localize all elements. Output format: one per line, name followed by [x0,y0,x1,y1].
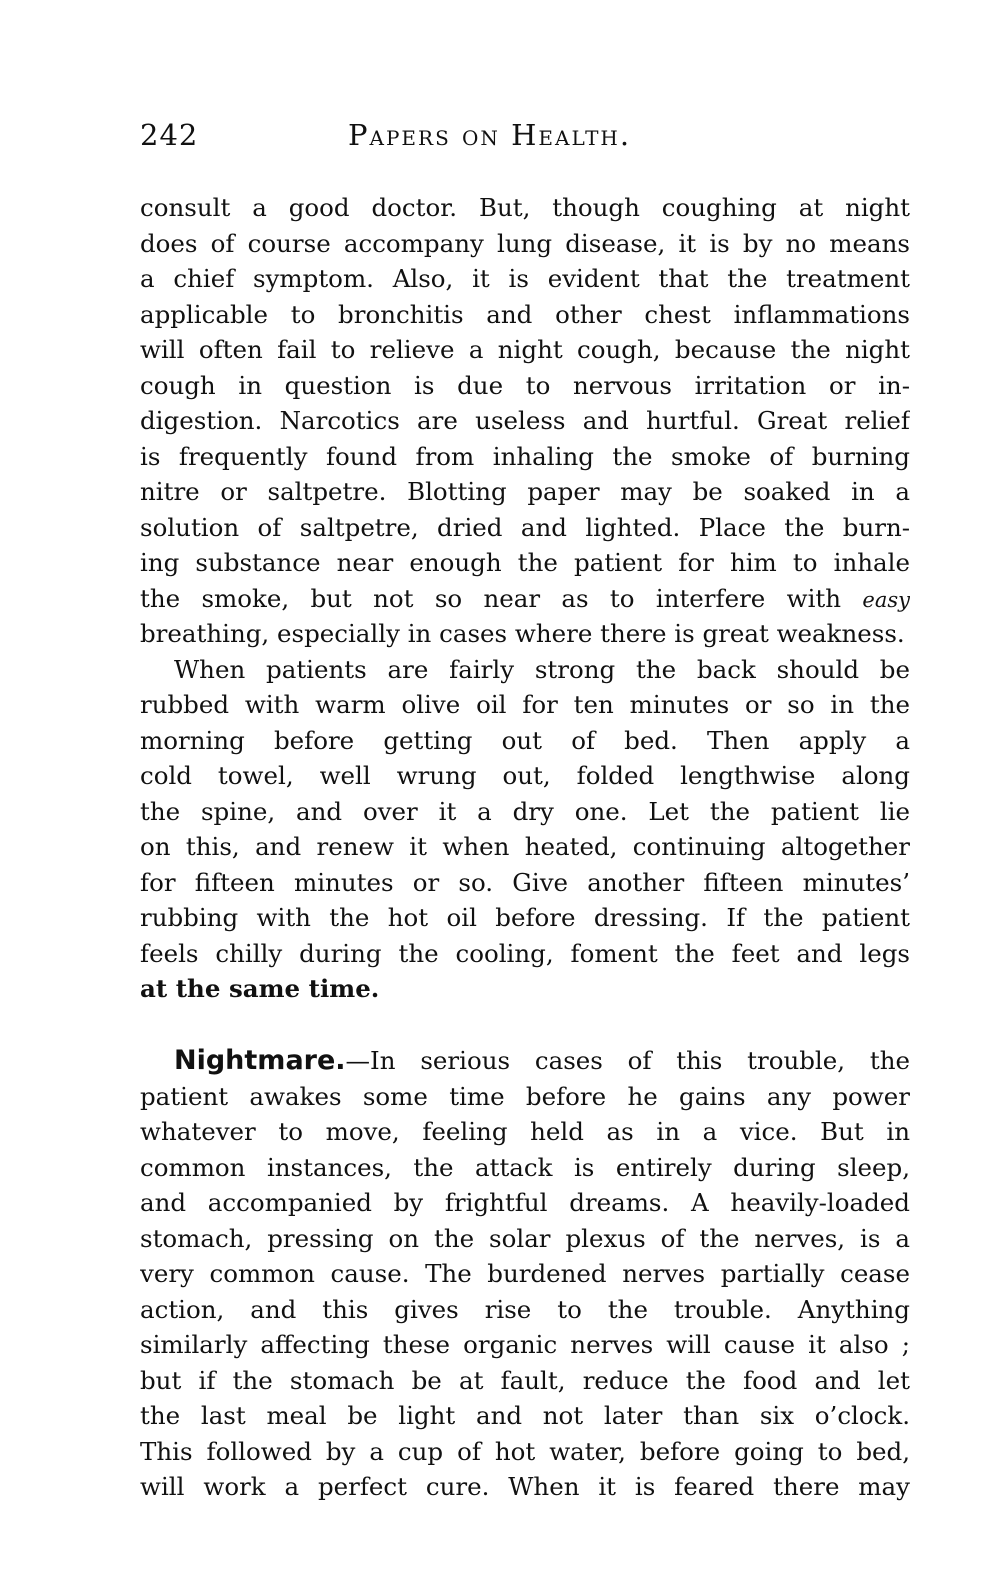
text-line: will often fail to relieve a night cough, because the night [140,335,910,364]
text-line: patient awakes some time before he gains any power [140,1081,910,1111]
text-line: consult a good doctor. But, though coughing at night [140,193,910,222]
text-line: stomach, pressing on the solar plexus of the nerves, is a [140,1223,910,1253]
text-line: rubbed with warm olive oil for ten minutes or so in the [140,690,910,719]
section-first-line [140,1043,910,1079]
text-line: ing substance near enough the patient for him to inhale [140,548,910,577]
running-head [140,118,910,158]
section-heading: Nightmare. [174,1045,346,1076]
text-line: does of course accompany lung disease, it is by no means [140,228,910,258]
text-line: but if the stomach be at fault, reduce the food and let [140,1365,910,1395]
text-line: is frequently found from inhaling the smoke of burning [140,441,910,471]
text-line: very common cause. The burdened nerves partially cease [140,1259,910,1288]
text-line: common instances, the attack is entirely during sleep, [140,1152,910,1182]
section-first-line-text: —In serious cases of this trouble, the [345,1046,910,1075]
nightmare-section [140,1043,910,1505]
text-line: whatever to move, feeling held as in a vice. But in [140,1117,910,1146]
text-line: similarly affecting these organic nerves will cause it also ; [140,1330,910,1359]
text-line: the spine, and over it a dry one. Let the patient lie [140,796,910,826]
text-line: morning before getting out of bed. Then apply a [140,725,910,755]
text-line: the last meal be light and not later than six o’clock. [140,1401,910,1430]
text-line: a chief symptom. Also, it is evident that the treatment [140,264,910,293]
text-line-part: the smoke, but not so near as to interfere with [140,583,842,613]
italic-word: easy [862,587,910,612]
text-line: digestion. Narcotics are useless and hurtful. Great relief [140,406,910,435]
text-line: at the same time. [140,974,380,1003]
text-line: cold towel, well wrung out, folded lengthwise along [140,761,910,790]
running-title: Papers on Health. [348,118,632,152]
body-text [140,190,910,1007]
text-line: on this, and renew it when heated, continuing altogether [140,832,910,861]
text-line: applicable to bronchitis and other chest inflammations [140,299,910,329]
text-line: for fifteen minutes or so. Give another fifteen minutes’ [140,867,910,897]
text-line: When patients are fairly strong the back should be [174,654,910,684]
text-line: solution of saltpetre, dried and lighted. Place the burn- [140,512,910,542]
text-line: and accompanied by frightful dreams. A heavily-loaded [140,1188,910,1217]
text-line: feels chilly during the cooling, foment the feet and legs [140,938,910,968]
text-line: will work a perfect cure. When it is feared there may [140,1472,910,1501]
page-number: 242 [140,118,199,152]
text-line-with-italic [140,581,910,617]
text-line: This followed by a cup of hot water, before going to bed, [140,1436,910,1466]
text-line: cough in question is due to nervous irritation or in- [140,370,910,400]
text-line: nitre or saltpetre. Blotting paper may be soaked in a [140,477,910,506]
text-line: action, and this gives rise to the trouble. Anything [140,1294,910,1324]
text-line: breathing, especially in cases where there is great weakness. [140,619,905,648]
text-line: rubbing with the hot oil before dressing. If the patient [140,903,910,932]
